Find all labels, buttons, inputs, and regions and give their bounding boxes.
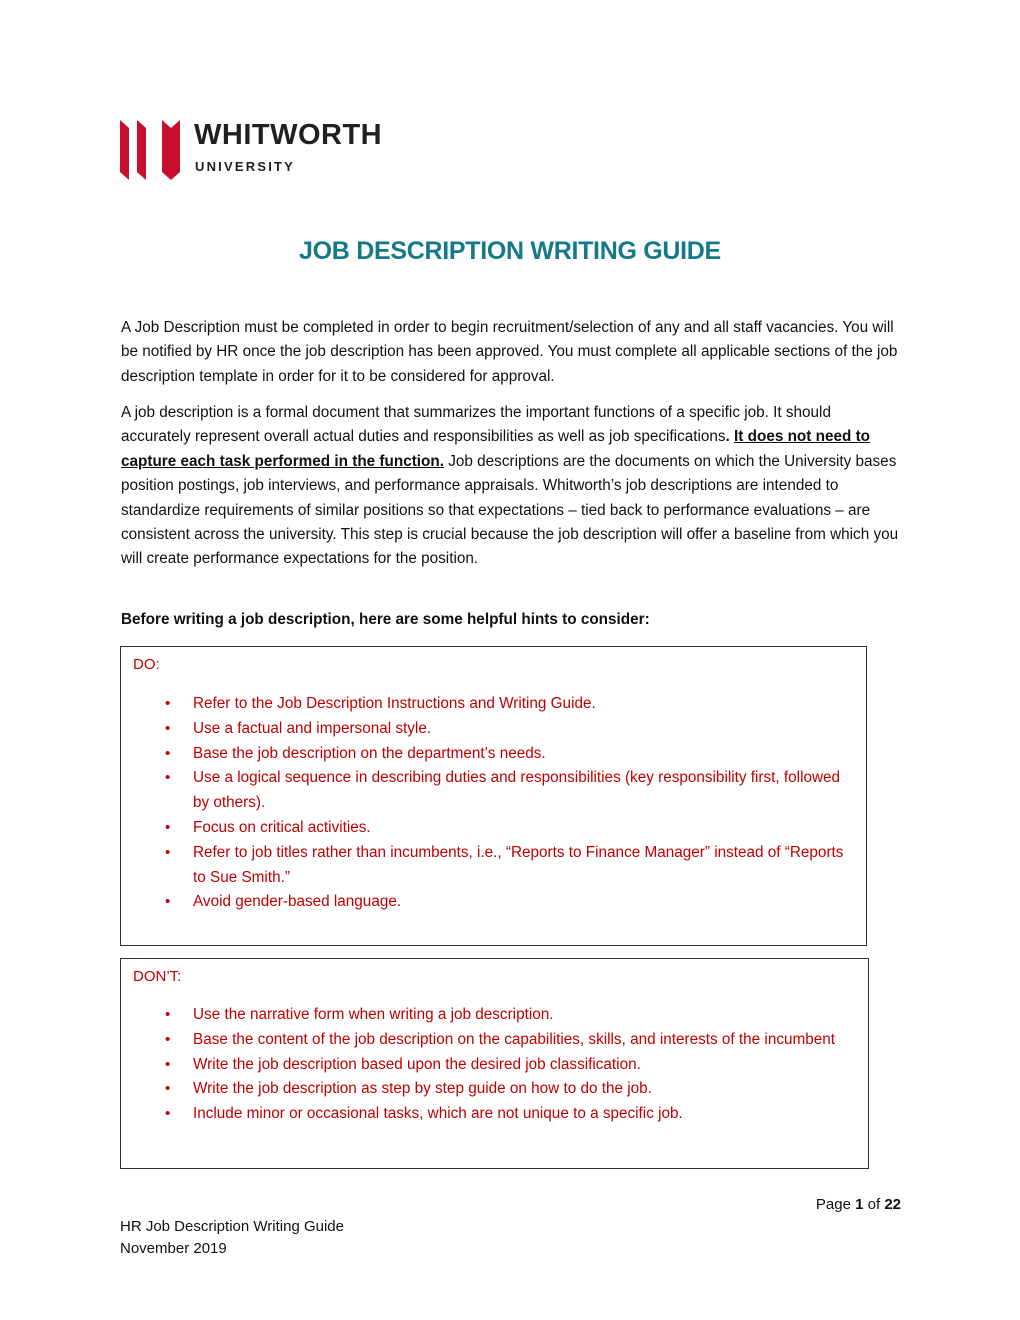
dont-item: • Write the job description based upon the desired job classification. xyxy=(121,1053,868,1078)
bullet-icon: • xyxy=(165,744,171,762)
dont-label: DON’T: xyxy=(133,968,182,985)
do-item: • Avoid gender-based language. xyxy=(121,890,866,915)
bullet-icon: • xyxy=(165,818,171,836)
bullet-icon: • xyxy=(165,893,171,911)
do-item: • Focus on critical activities. xyxy=(121,816,866,841)
bullet-icon: • xyxy=(165,843,171,861)
intro-paragraph-2 xyxy=(121,401,901,572)
dont-list xyxy=(121,1003,868,1127)
hints-heading: Before writing a job description, here are some helpful hints to consider: xyxy=(121,611,650,628)
whitworth-logo xyxy=(120,118,410,182)
footer-doc-title: HR Job Description Writing Guide xyxy=(120,1218,344,1235)
dont-item: • Base the content of the job description on the capabilities, skills, and interests of the incumbent xyxy=(121,1028,868,1053)
bullet-icon: • xyxy=(165,719,171,737)
dont-box xyxy=(120,958,869,1169)
bullet-icon: • xyxy=(165,1030,171,1048)
intro-p2-emphasis: It does not need to capture each task performed in the function. xyxy=(121,428,871,470)
do-item: • Use a factual and impersonal style. xyxy=(121,717,866,742)
do-list xyxy=(121,692,866,915)
do-item: • Refer to job titles rather than incumbents, i.e., “Reports to Finance Manager” instead of “Reports to Sue Smith.” xyxy=(121,841,866,891)
page-title: JOB DESCRIPTION WRITING GUIDE xyxy=(299,237,721,265)
footer-doc-info xyxy=(120,1216,344,1260)
bullet-icon: • xyxy=(165,1006,171,1023)
intro-p2-dot: . xyxy=(725,428,735,446)
do-item: • Refer to the Job Description Instructions and Writing Guide. xyxy=(121,692,866,717)
do-item: • Base the job description on the department’s needs. xyxy=(121,742,866,767)
bullet-icon: • xyxy=(165,1105,171,1123)
intro-p2-end: Job descriptions are the documents on which the University bases position postings, job interviews, and performance appraisals. Whitworth’s job descriptions are intended to standardize requirements of similar positions so that expectations – tied back to performance evaluations – are consistent across the university. This step is crucial because the job description will offer a baseline from which you will create performance expectations for the position. xyxy=(121,452,899,568)
bullet-icon: • xyxy=(165,695,171,712)
do-box xyxy=(120,646,867,946)
bullet-icon: • xyxy=(165,769,171,787)
do-label: DO: xyxy=(133,656,160,673)
bullet-icon: • xyxy=(165,1080,171,1098)
page-number: Page 1 of 22 xyxy=(815,1196,901,1213)
intro-p2-start: A job description is a formal document that summarizes the important functions of a specific job. It should accurately represent overall actual duties and responsibilities as well as job specifications xyxy=(121,404,831,446)
bullet-icon: • xyxy=(165,1055,171,1073)
do-item: • Use a logical sequence in describing duties and responsibilities (key responsibility first, followed by others). xyxy=(121,766,866,816)
intro-paragraph-1: A Job Description must be completed in order to begin recruitment/selection of any and all staff vacancies. You will be notified by HR once the job description has been approved. You must complete all applicable sections of the job description template in order for it to be considered for approval. xyxy=(121,319,898,385)
logo-name: WHITWORTH xyxy=(194,119,383,151)
dont-item: • Use the narrative form when writing a job description. xyxy=(121,1003,868,1028)
logo-subtitle: UNIVERSITY xyxy=(195,159,296,174)
dont-item: • Include minor or occasional tasks, which are not unique to a specific job. xyxy=(121,1102,868,1127)
dont-item: • Write the job description as step by step guide on how to do the job. xyxy=(121,1077,868,1102)
whitworth-mark-icon xyxy=(120,118,182,182)
footer-doc-date: November 2019 xyxy=(120,1240,227,1257)
